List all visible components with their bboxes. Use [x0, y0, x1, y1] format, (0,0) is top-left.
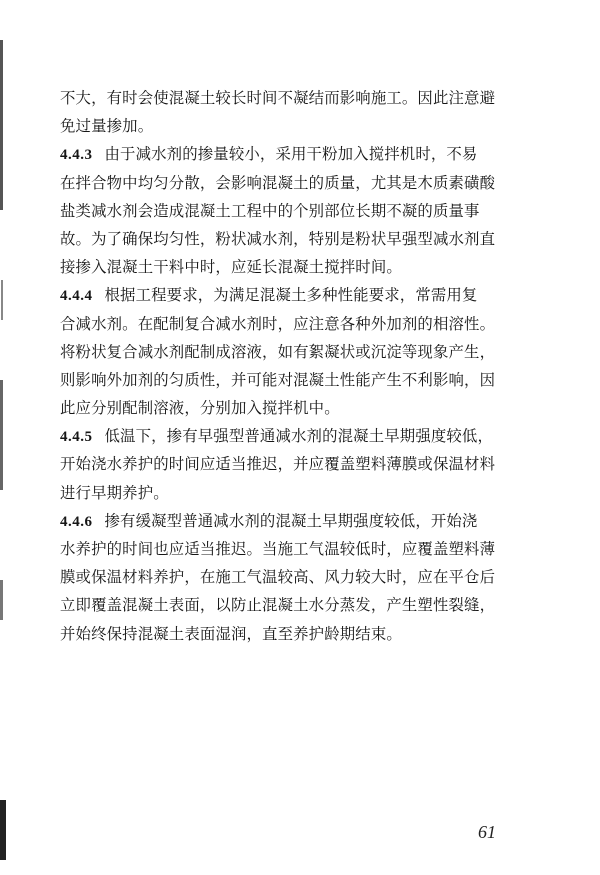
body-text: [60, 84, 520, 648]
text-line: 免过量掺加。: [60, 117, 154, 136]
clause-number: 4.4.4: [60, 288, 93, 305]
text-line: 膜或保温材料养护，在施工气温较高、风力较大时，应在平仓后: [60, 568, 496, 587]
text-line: 低温下，掺有早强型普通减水剂的混凝土早期强度较低，: [104, 427, 494, 446]
text-line: 故。为了确保均匀性，粉状减水剂，特别是粉状早强型减水剂直: [60, 229, 496, 248]
clause-4-4-3: [60, 140, 520, 281]
text-line: 掺有缓凝型普通减水剂的混凝土早期强度较低，开始浇: [104, 511, 478, 530]
clause-4-4-6: [60, 507, 520, 648]
text-line: 由于减水剂的掺量较小，采用干粉加入搅拌机时，不易: [104, 145, 478, 164]
text-line: 接掺入混凝土干料中时，应延长混凝土搅拌时间。: [60, 258, 402, 277]
text-line: 进行早期养护。: [60, 483, 169, 502]
text-line: 水养护的时间也应适当推迟。当施工气温较低时，应覆盖塑料薄: [60, 540, 496, 558]
clause-4-4-4: [60, 281, 520, 422]
clause-4-4-5: [60, 422, 520, 507]
text-line: 立即覆盖混凝土表面，以防止混凝土水分蒸发，产生塑性裂缝，: [60, 596, 496, 615]
text-line: 根据工程要求，为满足混凝土多种性能要求，常需用复: [104, 286, 478, 305]
clause-number: 4.4.6: [60, 513, 93, 530]
paragraph-continuation: [60, 84, 520, 140]
text-line: 并始终保持混凝土表面湿润，直至养护龄期结束。: [60, 624, 402, 643]
text-line: 合减水剂。在配制复合减水剂时，应注意各种外加剂的相溶性。: [60, 314, 496, 333]
clause-number: 4.4.5: [60, 429, 93, 446]
text-line: 则影响外加剂的匀质性，并可能对混凝土性能产生不利影响，因: [60, 370, 496, 389]
text-line: 此应分别配制溶液，分别加入搅拌机中。: [60, 399, 340, 418]
page-number: 61: [478, 822, 496, 842]
text-line: 将粉状复合减水剂配制成溶液，如有絮凝状或沉淀等现象产生，: [60, 342, 496, 361]
text-line: 在拌合物中均匀分散，会影响混凝土的质量，尤其是木质素磺酸: [60, 173, 496, 192]
clause-number: 4.4.3: [60, 147, 93, 164]
text-line: 盐类减水剂会造成混凝土工程中的个别部位长期不凝的质量事: [60, 201, 480, 220]
text-line: 开始浇水养护的时间应适当推迟，并应覆盖塑料薄膜或保温材料: [60, 455, 496, 474]
text-line: 不大，有时会使混凝土较长时间不凝结而影响施工。因此注意避: [60, 89, 496, 107]
scan-edge-mark: [0, 40, 7, 860]
